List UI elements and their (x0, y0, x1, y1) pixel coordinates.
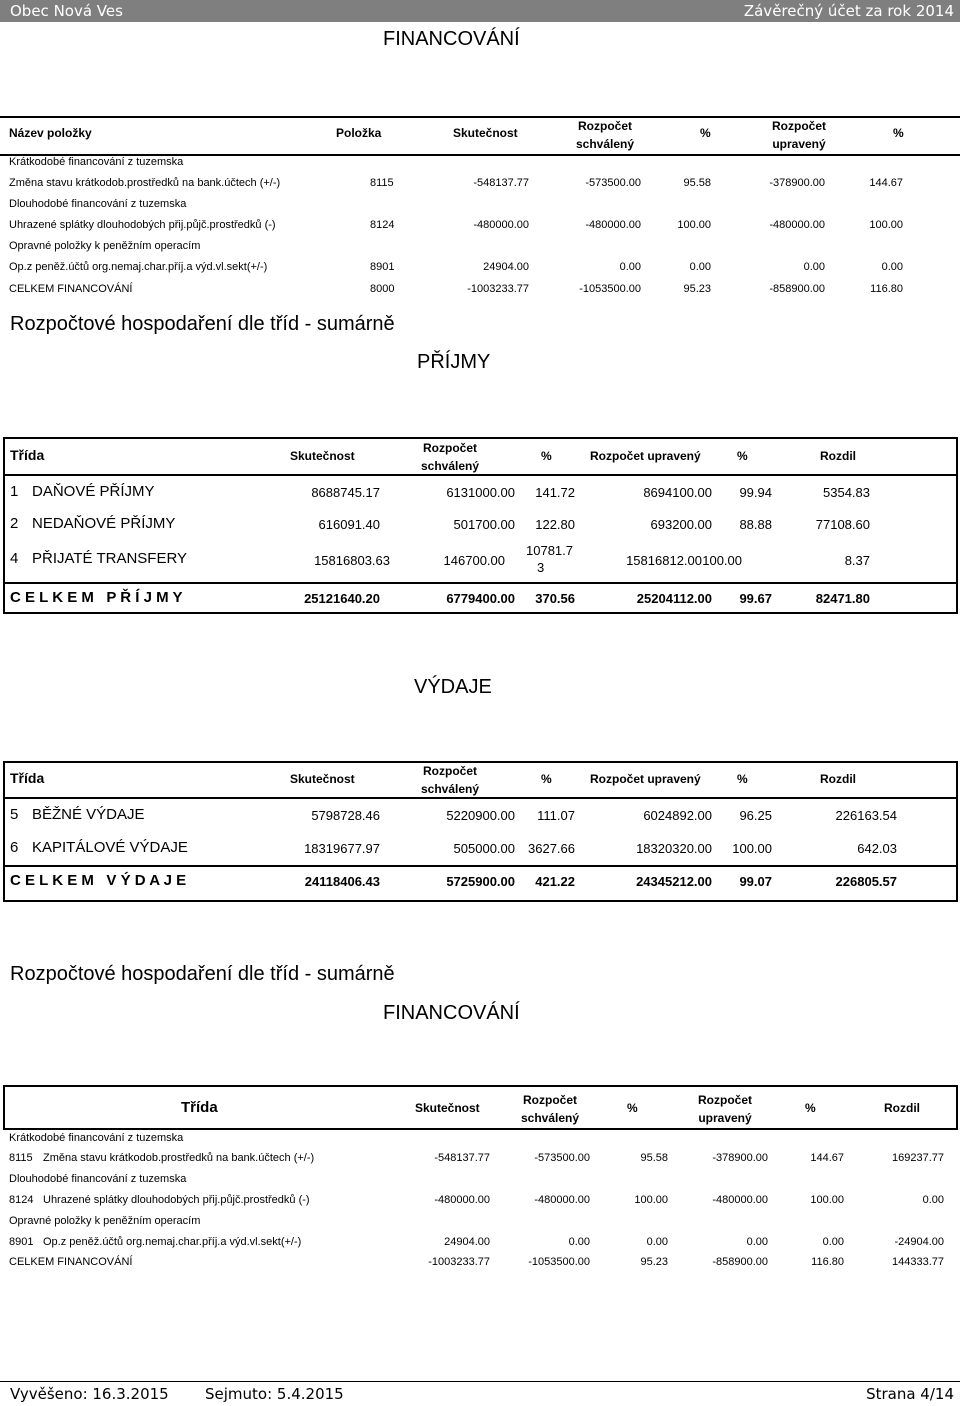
table-row: 5 BĚŽNÉ VÝDAJE 5798728.46 5220900.00 111.07 6024892.00 96.25 226163.54 (10, 806, 897, 823)
group-label: Opravné položky k peněžním operacím (9, 1215, 201, 1227)
col-approved-header: Rozpočet schválený (520, 1093, 580, 1125)
table-row: 1 DAŇOVÉ PŘÍJMY 8688745.17 6131000.00 141.72 8694100.00 99.94 5354.83 (10, 483, 870, 500)
col-item-header: Položka (336, 126, 382, 140)
financing-title: FINANCOVÁNÍ (383, 28, 520, 50)
col-actual-header: Skutečnost (290, 772, 355, 786)
group-label: Opravné položky k peněžním operacím (9, 240, 201, 252)
table-row: 8901 Op.z peněž.účtů org.nemaj.char.příj.a výd.vl.sekt(+/-) 24904.00 0.00 0.00 0.00 0.00 -24904.00 (9, 1236, 944, 1248)
document-title: Závěrečný účet za rok 2014 (743, 2, 954, 20)
table-row: 6 KAPITÁLOVÉ VÝDAJE 18319677.97 505000.00 3627.66 18320320.00 100.00 642.03 (10, 839, 897, 856)
divider (4, 582, 957, 584)
col-adjusted-header: Rozpočet upravený (698, 1093, 752, 1125)
col-class-header: Třída (10, 447, 45, 463)
col-class-header: Třída (10, 770, 45, 786)
col-diff-header: Rozdil (820, 772, 856, 786)
page-header (0, 0, 960, 22)
col-diff-header: Rozdil (884, 1101, 920, 1115)
col-name-header: Název položky (9, 126, 92, 140)
section-title-2: Rozpočtové hospodaření dle tříd - sumárně (10, 963, 395, 985)
removed-date: Sejmuto: 5.4.2015 (205, 1385, 344, 1403)
col-approved-header: Rozpočet schválený (420, 764, 480, 796)
col-adjusted-header: Rozpočet upravený (590, 449, 701, 463)
table-row: 8124 Uhrazené splátky dlouhodobých přij.půjč.prostředků (-) -480000.00 -480000.00 100.00 -480000.00 100.00 0.00 (9, 1194, 944, 1206)
col-approved-header: Rozpočet schválený (420, 441, 480, 473)
total-row: C E L K E M V Ý D A J E 24118406.43 5725900.00 421.22 24345212.00 99.07 226805.57 (10, 872, 897, 889)
total-row: CELKEM FINANCOVÁNÍ -1003233.77 -1053500.00 95.23 -858900.00 116.80 144333.77 (9, 1256, 944, 1268)
col-actual-header: Skutečnost (453, 126, 518, 140)
group-label: Krátkodobé financování z tuzemska (9, 156, 184, 168)
col-pct2-header: % (737, 449, 748, 463)
table-row: 2 NEDAŇOVÉ PŘÍJMY 616091.40 501700.00 122.80 693200.00 88.88 77108.60 (10, 515, 870, 532)
group-label: Dlouhodobé financování z tuzemska (9, 198, 187, 210)
page-footer (0, 1381, 960, 1406)
total-row: C E L K E M P Ř Í J M Y 25121640.20 6779400.00 370.56 25204112.00 99.67 82471.80 (10, 589, 870, 606)
col-pct2-header: % (737, 772, 748, 786)
col-actual-header: Skutečnost (415, 1101, 480, 1115)
table-row: Změna stavu krátkodob.prostředků na bank.účtech (+/-) 8115 -548137.77 -573500.00 95.58 -378900.00 144.67 (9, 177, 903, 189)
total-row: CELKEM FINANCOVÁNÍ 8000 -1003233.77 -1053500.00 95.23 -858900.00 116.80 (9, 283, 903, 295)
table-row: Uhrazené splátky dlouhodobých přij.půjč.prostředků (-) 8124 -480000.00 -480000.00 100.00 -480000.00 100.00 (9, 219, 903, 231)
col-adjusted-header: Rozpočet upravený (590, 772, 701, 786)
municipality-name: Obec Nová Ves (10, 2, 123, 20)
financing-title-2: FINANCOVÁNÍ (383, 1002, 520, 1024)
col-pct1-header: % (627, 1101, 638, 1115)
section-title: Rozpočtové hospodaření dle tříd - sumárně (10, 313, 395, 335)
page-number: Strana 4/14 (866, 1385, 954, 1403)
group-label: Krátkodobé financování z tuzemska (9, 1132, 184, 1144)
col-actual-header: Skutečnost (290, 449, 355, 463)
expenses-title: VÝDAJE (414, 676, 492, 698)
col-adjusted-header: Rozpočet upravený (772, 119, 826, 151)
col-pct1-header: % (541, 449, 552, 463)
table-row: 4 PŘIJATÉ TRANSFERY 15816803.63 146700.00 10781.7 3 15816812.00 100.00 8.37 (10, 543, 870, 575)
col-pct2-header: % (805, 1101, 816, 1115)
group-label: Dlouhodobé financování z tuzemska (9, 1173, 187, 1185)
income-title: PŘÍJMY (417, 351, 491, 373)
col-pct2-header: % (893, 126, 904, 140)
col-approved-header: Rozpočet schválený (575, 119, 635, 151)
col-diff-header: Rozdil (820, 449, 856, 463)
divider (4, 865, 957, 867)
table-row: 8115 Změna stavu krátkodob.prostředků na bank.účtech (+/-) -548137.77 -573500.00 95.58 -378900.00 144.67 169237.77 (9, 1152, 944, 1164)
col-class-header: Třída (181, 1099, 218, 1116)
posted-date: Vyvěšeno: 16.3.2015 (10, 1385, 169, 1403)
table-row: Op.z peněž.účtů org.nemaj.char.příj.a výd.vl.sekt(+/-) 8901 24904.00 0.00 0.00 0.00 0.00 (9, 261, 903, 273)
col-pct1-header: % (541, 772, 552, 786)
col-pct1-header: % (700, 126, 711, 140)
